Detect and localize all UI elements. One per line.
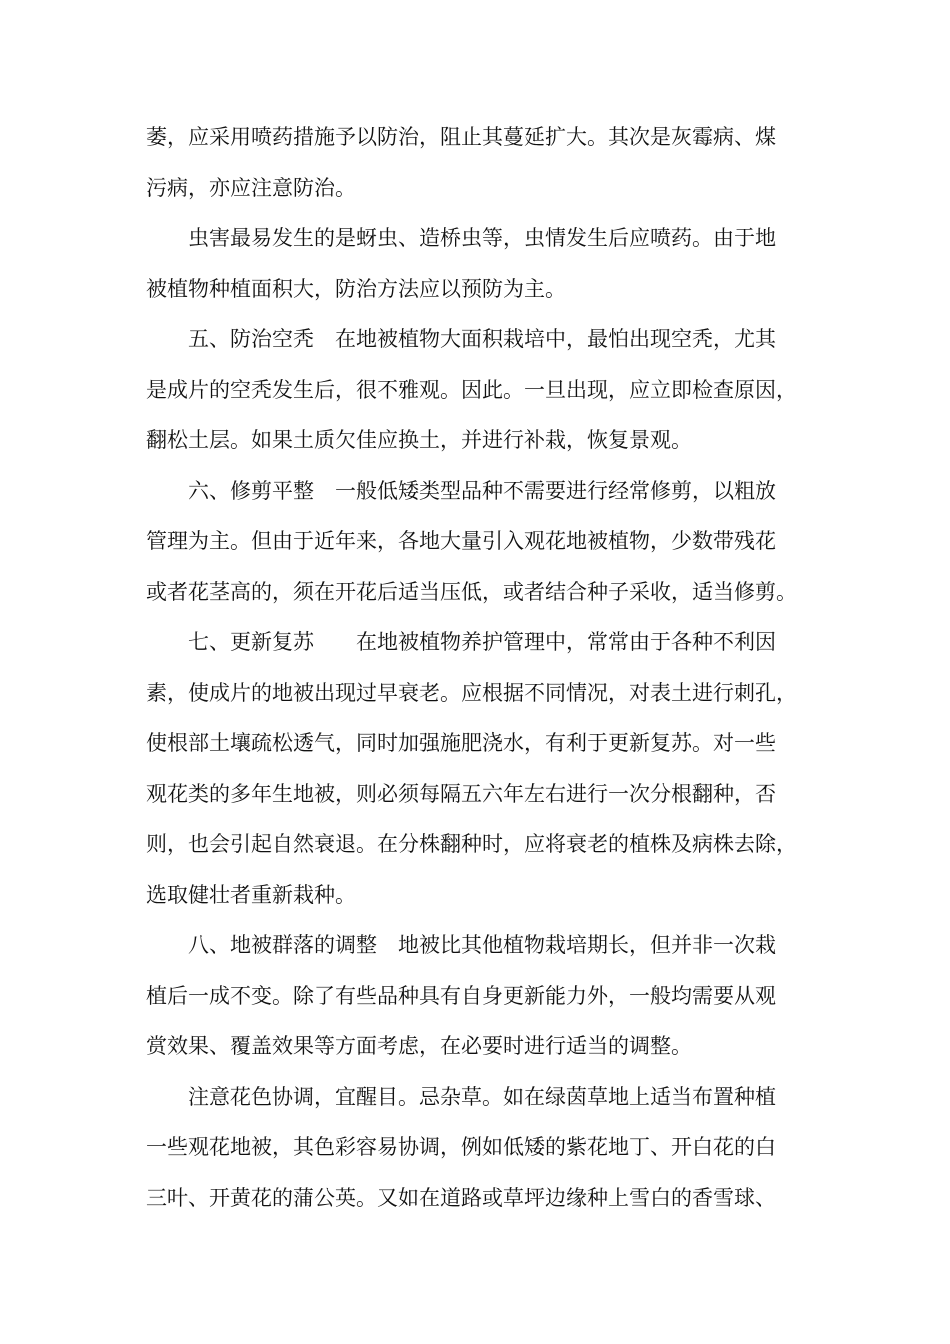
text-line: 植后一成不变。除了有些品种具有自身更新能力外，一般均需要从观: [146, 983, 776, 1008]
text-line: 使根部土壤疏松透气，同时加强施肥浇水，有利于更新复苏。对一些: [146, 731, 776, 755]
text-line: 是成片的空秃发生后，很不雅观。因此。一旦出现，应立即检查原因，: [146, 377, 797, 402]
text-line: 七、更新复苏 在地被植物养护管理中，常常由于各种不利因: [146, 630, 776, 654]
text-line: 注意花色协调，宜醒目。忌杂草。如在绿茵草地上适当布置种植: [146, 1084, 776, 1109]
document-body: [146, 112, 816, 1223]
text-line: 六、修剪平整 一般低矮类型品种不需要进行经常修剪，以粗放: [146, 478, 776, 503]
text-line: 管理为主。但由于近年来，各地大量引入观花地被植物，少数带残花: [146, 529, 776, 553]
text-line: 三叶、开黄花的蒲公英。又如在道路或草坪边缘种上雪白的香雪球、: [146, 1185, 776, 1210]
text-line: 或者花茎高的，须在开花后适当压低，或者结合种子采收，适当修剪。: [146, 579, 797, 604]
text-line: 选取健壮者重新栽种。: [146, 882, 356, 907]
text-line: 被植物种植面积大，防治方法应以预防为主。: [146, 276, 566, 301]
text-line: 八、地被群落的调整 地被比其他植物栽培期长，但并非一次栽: [146, 933, 776, 957]
text-line: 观花类的多年生地被，则必须每隔五六年左右进行一次分根翻种，否: [146, 781, 776, 806]
text-line: 赏效果、覆盖效果等方面考虑，在必要时进行适当的调整。: [146, 1034, 692, 1058]
text-line: 一些观花地被，其色彩容易协调，例如低矮的紫花地丁、开白花的白: [146, 1135, 776, 1159]
text-line: 翻松土层。如果土质欠佳应换土，并进行补栽，恢复景观。: [146, 428, 692, 452]
text-line: 则，也会引起自然衰退。在分株翻种时，应将衰老的植株及病株去除，: [146, 832, 797, 856]
text-line: 污病，亦应注意防治。: [146, 175, 356, 200]
text-line: 萎，应采用喷药措施予以防治，阻止其蔓延扩大。其次是灰霉病、煤: [146, 125, 776, 149]
text-line: 五、防治空秃 在地被植物大面积栽培中，最怕出现空秃，尤其: [146, 327, 776, 351]
text-line: 虫害最易发生的是蚜虫、造桥虫等，虫情发生后应喷药。由于地: [146, 226, 776, 250]
text-line: 素，使成片的地被出现过早衰老。应根据不同情况，对表土进行刺孔，: [146, 680, 797, 705]
